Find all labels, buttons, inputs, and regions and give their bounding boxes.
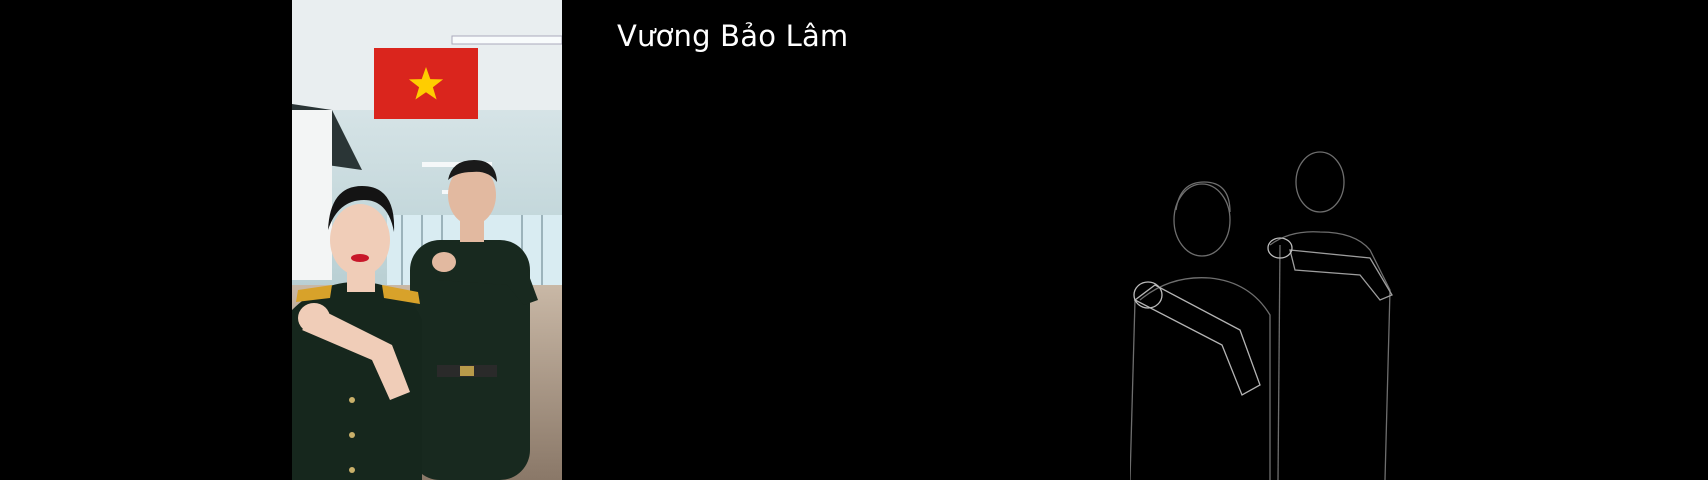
white-pillar	[292, 110, 332, 280]
edge-man-side	[1278, 245, 1280, 480]
ceiling-light	[452, 36, 562, 44]
edge-man-head	[1296, 152, 1344, 212]
vietnam-flag-icon	[374, 48, 478, 119]
edge-woman-side	[1130, 300, 1135, 480]
edge-man-body	[1270, 232, 1390, 480]
video-frame[interactable]	[292, 0, 562, 480]
edge-man-arm	[1290, 250, 1392, 300]
edge-woman-fist	[1134, 282, 1162, 308]
overlay-name-text: Vương Bảo Lâm	[617, 19, 849, 53]
edge-detected-silhouette	[1130, 150, 1430, 480]
edge-woman-body	[1140, 278, 1270, 480]
edge-woman-hair	[1176, 182, 1230, 212]
edge-woman-head	[1174, 184, 1230, 256]
edge-woman-arm	[1135, 285, 1260, 395]
